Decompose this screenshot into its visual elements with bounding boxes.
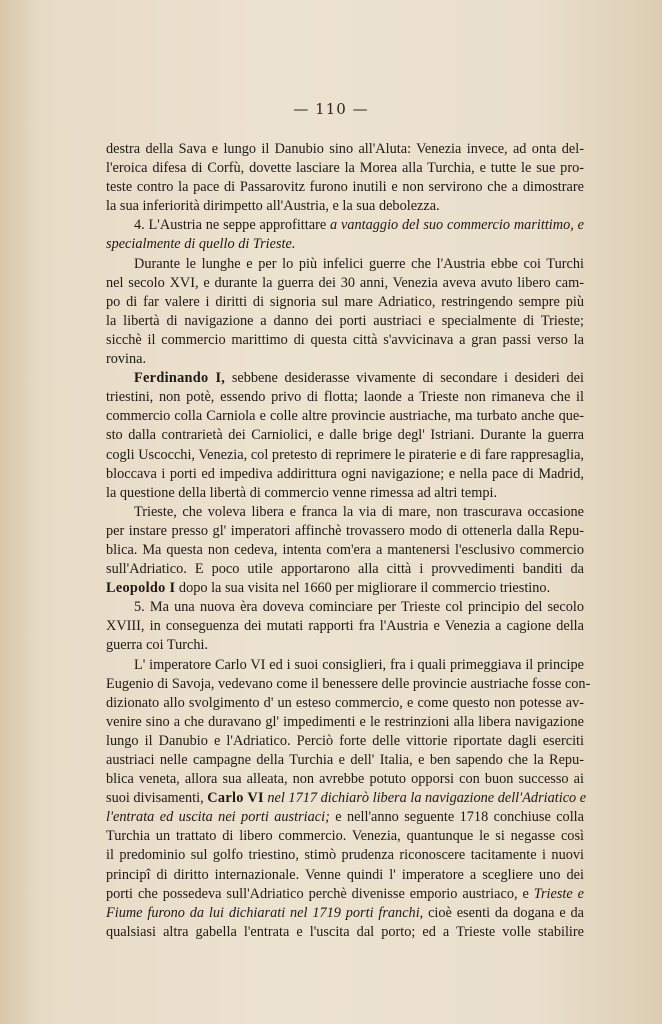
italic-text: nel 1717 dichiarò libera la navigazione dell'Adriatico e xyxy=(263,790,587,807)
text-segment: commercio colla Carniola e colle altre provincie austriache, ma turbato anche que- xyxy=(106,408,584,425)
text-line xyxy=(106,770,584,789)
text-segment: porti che possedeva sull'Adriatico perchè divenisse emporio austriaco, e xyxy=(106,885,534,902)
text-segment: qualsiasi altra gabella l'entrata e l'uscita dal porto; ed a Trieste volle stabilire xyxy=(106,923,584,940)
bold-name: Leopoldo I xyxy=(106,580,176,597)
text-line xyxy=(106,216,584,235)
italic-text: l'entrata ed uscita nei porti austriaci; xyxy=(106,809,330,826)
text-segment: bloccava i porti ed impediva addirittura ogni navigazione; e nella pace di Madrid, xyxy=(106,465,584,482)
text-line xyxy=(106,846,584,865)
text-line xyxy=(106,159,584,178)
text-line xyxy=(106,178,584,197)
text-segment: lungo il Danubio e l'Adriatico. Perciò forte delle vittorie riportate dagli eserciti xyxy=(106,732,584,749)
text-segment: il predominio sul golfo triestino, stimò prudenza riconoscere tacitamente i nuovi xyxy=(106,847,584,864)
text-line xyxy=(106,465,584,484)
text-line xyxy=(106,522,584,541)
text-line xyxy=(106,426,584,445)
text-line xyxy=(106,312,584,331)
text-segment: dopo la sua visita nel 1660 per migliorare il commercio triestino. xyxy=(175,580,551,597)
text-line xyxy=(106,293,584,312)
text-line xyxy=(106,827,584,846)
text-line xyxy=(106,503,584,522)
text-segment: L' imperatore Carlo VI ed i suoi consiglieri, fra i quali primeggiava il principe xyxy=(134,656,584,673)
text-segment: la sua inferiorità dirimpetto all'Austria, e la sua debolezza. xyxy=(106,198,440,215)
text-segment: cogli Uscocchi, Venezia, col pretesto di reprimere le piraterie e di fare rappresaglia, xyxy=(106,446,584,463)
text-segment: principî di diritto internazionale. Venne quindi l' imperatore a scegliere uno dei xyxy=(106,866,584,883)
text-segment: rovina. xyxy=(106,351,147,368)
text-line xyxy=(106,751,584,770)
italic-text: specialmente di quello di Trieste. xyxy=(106,236,296,253)
text-segment: e nell'anno seguente 1718 conchiuse colla xyxy=(329,809,584,826)
text-line xyxy=(106,140,584,159)
text-segment: cioè esenti da dogana e da xyxy=(423,904,584,921)
text-segment: sull'Adriatico. E poco utile apportarono alla città i provvedimenti banditi da xyxy=(106,561,584,578)
text-segment: triestini, non potè, essendo privo di flotta; laonde a Trieste non rimaneva che il xyxy=(106,389,584,406)
text-line xyxy=(106,579,584,598)
text-segment: sebbene desiderasse vivamente di secondare i desideri dei xyxy=(225,370,584,387)
text-line xyxy=(106,808,584,827)
bold-name: Ferdinando I, xyxy=(134,370,226,387)
page-number: — 110 — xyxy=(293,100,369,118)
text-line xyxy=(106,274,584,293)
text-line xyxy=(106,732,584,751)
text-segment: dizionato allo svolgimento d' un esteso commercio, e come questo non potesse av- xyxy=(106,694,584,711)
text-segment: sicchè il commercio marittimo di questa città s'avvicinava a gran passi verso la xyxy=(106,331,584,348)
text-line xyxy=(106,789,587,808)
text-segment: po di far valere i diritti di signoria sul mare Adriatico, restringendo sempre più xyxy=(106,293,584,310)
text-line xyxy=(106,675,591,694)
text-line xyxy=(106,350,584,369)
text-segment: 5. Ma una nuova èra doveva cominciare per Trieste col principio del secolo xyxy=(134,599,584,616)
italic-text: Fiume furono da lui dichiarati nel 1719 porti franchi, xyxy=(106,904,424,921)
text-line xyxy=(106,235,584,254)
text-line xyxy=(106,617,584,636)
text-segment: la libertà di navigazione a danno dei porti austriaci e specialmente di Trieste; xyxy=(106,312,584,329)
text-line xyxy=(106,331,584,350)
text-segment: blica veneta, allora sua alleata, non avrebbe potuto opporsi con buon successo ai xyxy=(106,771,584,788)
text-segment: per instare presso gl' imperatori affinchè trovassero modo di ottenerla dalla Repu- xyxy=(106,522,584,539)
text-line xyxy=(106,541,584,560)
italic-text: a vantaggio del suo commercio marittimo, e xyxy=(330,217,584,234)
text-segment: nel secolo XVI, e durante la guerra dei 30 anni, Venezia aveva avuto libero cam- xyxy=(106,274,584,291)
text-segment: austriaci nelle campagne della Turchia e dell' Italia, e ben sapendo che la Repu- xyxy=(106,752,584,768)
text-line xyxy=(106,484,584,503)
text-segment: venire sino a che duravano gl' impedimenti e le restrinzioni alla libera navigazione xyxy=(106,713,584,730)
text-segment: teste contro la pace di Passarovitz furono inutili e non servirono che a dimostrare xyxy=(106,179,584,196)
text-segment: la questione della libertà di commercio venne rimessa ad altri tempi. xyxy=(106,484,498,501)
text-line xyxy=(106,197,584,216)
text-line xyxy=(106,369,584,388)
text-segment: destra della Sava e lungo il Danubio sino all'Aluta: Venezia invece, ad onta del- xyxy=(106,141,584,157)
text-line xyxy=(106,694,584,713)
text-segment: sto dalla contrarietà dei Carniolici, e dalle brige degl' Istriani. Durante la guerra xyxy=(106,427,584,444)
text-line xyxy=(106,656,584,675)
text-line xyxy=(106,560,584,579)
text-segment: suoi divisamenti, xyxy=(106,790,208,807)
text-line xyxy=(106,885,584,904)
text-line xyxy=(106,446,584,465)
text-line xyxy=(106,904,584,923)
text-line xyxy=(106,713,584,732)
text-line xyxy=(106,598,584,617)
text-line xyxy=(106,866,584,885)
text-line xyxy=(106,923,584,942)
text-line xyxy=(106,407,584,426)
bold-name: Carlo VI xyxy=(207,790,264,807)
body-text xyxy=(106,140,591,942)
text-line xyxy=(106,388,584,407)
text-segment: Trieste, che voleva libera e franca la via di mare, non trascurava occasione xyxy=(134,503,584,520)
italic-text: Trieste e xyxy=(533,885,584,902)
text-segment: Eugenio di Savoja, vedevano come il benessere delle provincie austriache fosse con- xyxy=(106,675,591,692)
text-segment: Durante le lunghe e per lo più infelici guerre che l'Austria ebbe coi Turchi xyxy=(134,255,584,272)
text-line xyxy=(106,255,584,274)
text-line xyxy=(106,636,584,655)
text-segment: l'eroica difesa di Corfù, dovette lasciare la Morea alla Turchia, e tutte le sue pro- xyxy=(106,160,584,177)
text-segment: blica. Ma questa non cedeva, intenta com'era a mantenersi l'esclusivo commercio xyxy=(106,541,584,558)
text-segment: XVIII, in conseguenza dei mutati rapporti fra l'Austria e Venezia a cagione della xyxy=(106,618,584,635)
text-segment: Turchia un trattato di libero commercio. Venezia, quantunque le si negasse così xyxy=(106,828,584,845)
text-segment: guerra coi Turchi. xyxy=(106,637,209,654)
text-segment: 4. L'Austria ne seppe approfittare xyxy=(134,217,331,234)
